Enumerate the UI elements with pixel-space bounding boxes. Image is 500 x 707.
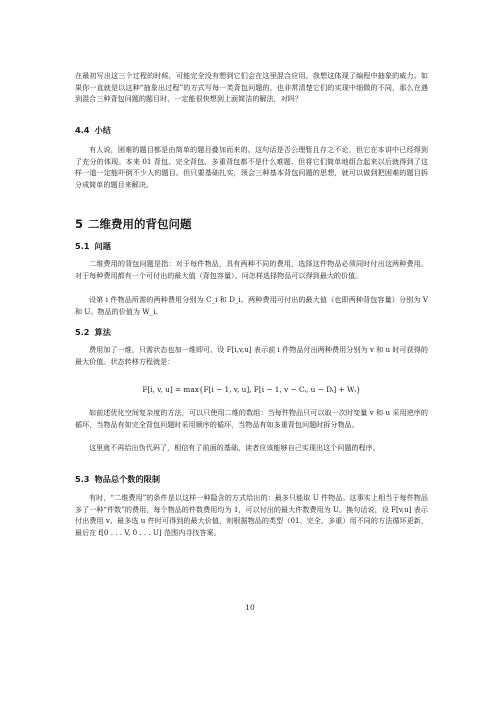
section-4-4-title: 小结 xyxy=(94,125,111,135)
section-4-4-body: 有人说，困难的题目都是由简单的题目叠加而来的。这句话是否公理暂且存之不论，但它在本讲中已经得到了充分的体现。本来 01 背包、完全背包、多重背包都不是什么难题，但将它们简单地组合起来以后就得到了这样一道一定能吓倒不少人的题目。但只要基础扎实，领会三种基本背包问题的思想，就可以做到把困难的题目拆分成简单的题目来解决。 xyxy=(75,145,428,189)
section-5-2-heading xyxy=(75,327,428,338)
section-5-3-number: 5.3 xyxy=(75,474,90,484)
section-5-1-number: 5.1 xyxy=(75,241,90,251)
intro-paragraph: 在最初写出这三个过程的时候，可能完全没有想到它们会在这里混合应用。我想这体现了编程中抽象的威力。如果你一直就是以这种“抽象出过程”的方式写每一类背包问题的，也非常清楚它们的实现中细微的不同，那么在遇到混合三种背包问题的题目时，一定能很快想到上面简洁的解法，对吗？ xyxy=(75,71,428,104)
section-5-heading xyxy=(75,217,428,231)
section-5-3-heading xyxy=(75,474,428,485)
section-5-1-title: 问题 xyxy=(94,241,111,251)
section-5-number: 5 xyxy=(75,217,84,231)
section-5-2-body-1: 费用加了一维，只需状态也加一维即可。设 F[i,v,u] 表示前 i 件物品付出两种费用分别为 v 和 u 时可获得的最大价值。状态转移方程就是： xyxy=(75,345,428,366)
section-4-4-heading xyxy=(75,125,428,136)
section-5-3-title: 物品总个数的限制 xyxy=(94,474,161,484)
section-5-2-body-3: 这里就不再给出伪代码了，相信有了前面的基础，读者应该能够自己实现出这个问题的程序。 xyxy=(89,443,380,452)
section-5-1-heading xyxy=(75,241,428,252)
section-5-1-body-1: 二维费用的背包问题是指：对于每件物品，具有两种不同的费用，选择这件物品必须同时付出这两种费用。对于每种费用都有一个可付出的最大值（背包容量）。问怎样选择物品可以得到最大的价值。 xyxy=(75,259,428,280)
section-4-4-number: 4.4 xyxy=(75,125,90,135)
section-5-title: 二维费用的背包问题 xyxy=(88,217,192,231)
page-number: 10 xyxy=(245,603,255,612)
section-5-2-number: 5.2 xyxy=(75,327,90,337)
section-5-1-body-2: 设第 i 件物品所需的两种费用分别为 C_i 和 D_i。两种费用可付出的最大值（也即两种背包容量）分别为 V 和 U。物品的价值为 W_i。 xyxy=(75,295,428,316)
section-5-2-body-2: 如前述优化空间复杂度的方法，可以只使用二维的数组：当每件物品只可以取一次时变量 v 和 u 采用逆序的循环，当物品有如完全背包问题时采用顺序的循环，当物品有如多重背包问题时拆分物品。 xyxy=(75,408,428,429)
section-5-3-body: 有时，“二维费用”的条件是以这样一种隐含的方式给出的：最多只能取 U 件物品。这事实上相当于每件物品多了一种“件数”的费用，每个物品的件数费用均为 1，可以付出的最大件数费用为 U。换句话说，设 F[v,u] 表示付出费用 v、最多选 u 件时可得到的最大价值，则根据物品的类型（01、完全、多重）用不同的方法循环更新，最后在 f[0 . . . V, 0 . . . U] 范围内寻找答案。 xyxy=(75,493,428,537)
state-transition-equation: F[i, v, u] = max{F[i − 1, v, u], F[i − 1, v − Cᵢ, u − Dᵢ] + Wᵢ} xyxy=(142,385,361,394)
section-5-2-title: 算法 xyxy=(94,327,111,337)
